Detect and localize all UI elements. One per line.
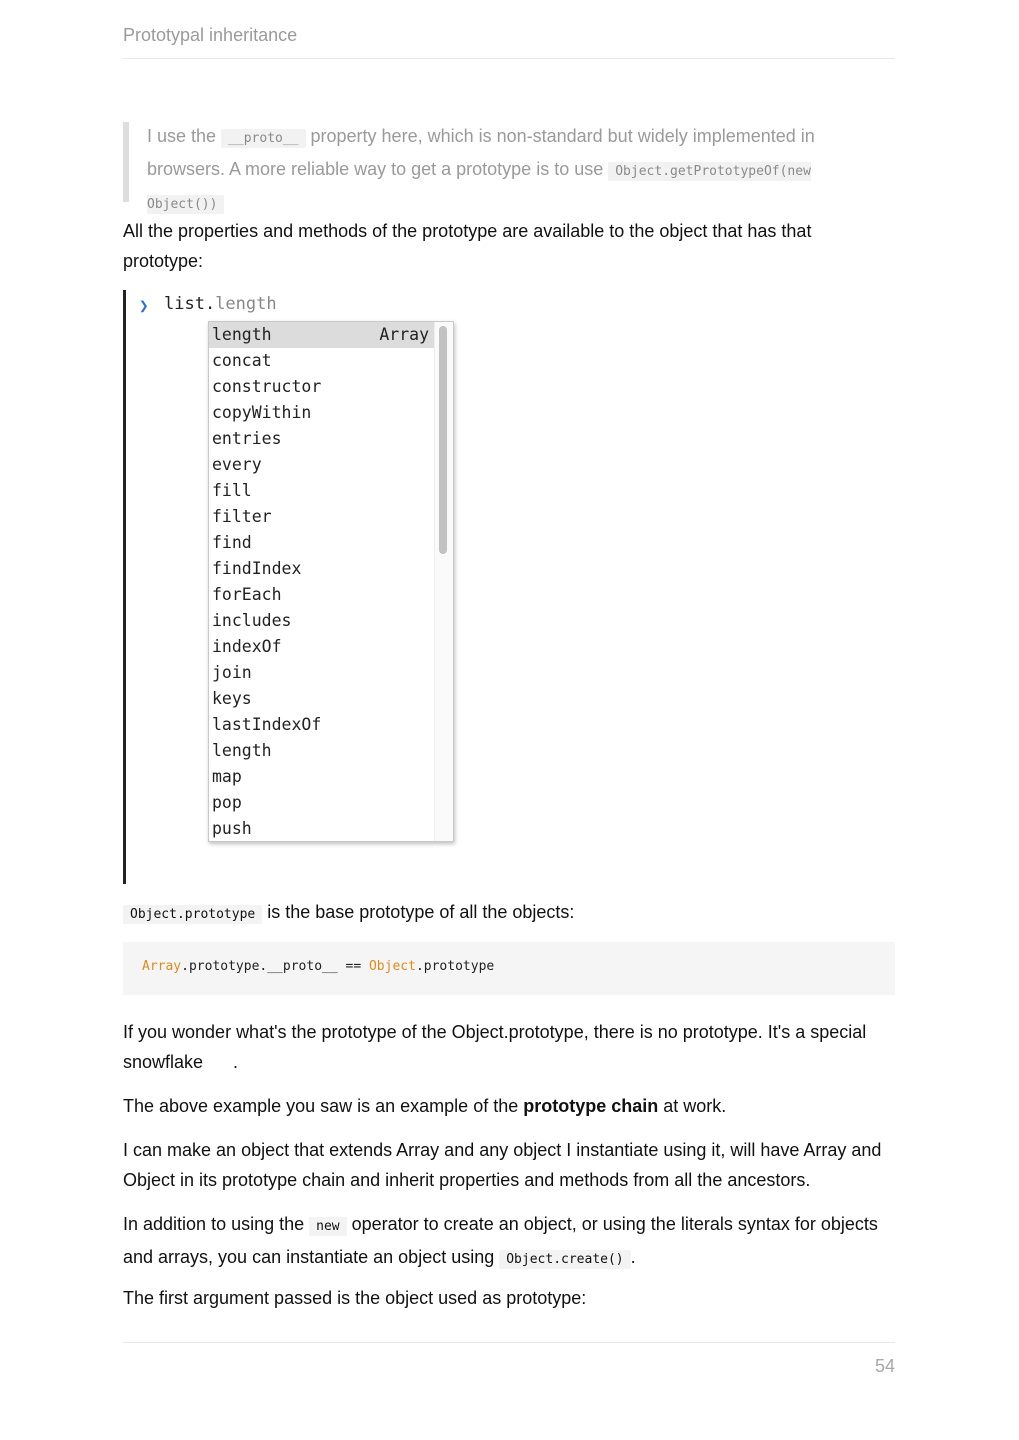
paragraph-text: at work. bbox=[658, 1096, 727, 1116]
autocomplete-item[interactable] bbox=[209, 764, 435, 790]
paragraph-text: The above example you saw is an example of the bbox=[123, 1096, 524, 1116]
autocomplete-item-label: fill bbox=[212, 481, 252, 500]
code-token: .prototype bbox=[415, 959, 495, 974]
autocomplete-item-label: join bbox=[212, 663, 252, 682]
autocomplete-item[interactable] bbox=[209, 712, 435, 738]
note-text-part: I use the bbox=[147, 126, 222, 146]
console-typed-text: list. bbox=[164, 294, 216, 314]
paragraph bbox=[123, 1209, 895, 1275]
console-ghost-text: length bbox=[215, 294, 277, 314]
autocomplete-item-label: indexOf bbox=[212, 637, 282, 656]
paragraph bbox=[123, 1091, 895, 1121]
paragraph-text: . bbox=[630, 1247, 636, 1267]
note-text-part: property here, which is non-standard but widely implemented in browsers. A more reliable way to get a prototype is to use bbox=[147, 126, 815, 179]
autocomplete-item[interactable] bbox=[209, 504, 435, 530]
paragraph-text: operator to create an object, or using the literals syntax for objects and arrays, you can instantiate an object using bbox=[123, 1214, 878, 1267]
autocomplete-item-label: findIndex bbox=[212, 559, 302, 578]
autocomplete-item[interactable] bbox=[209, 660, 435, 686]
page bbox=[123, 0, 895, 1440]
paragraph-text: In addition to using the bbox=[123, 1214, 310, 1234]
autocomplete-item-label: map bbox=[212, 767, 242, 786]
autocomplete-item-label: filter bbox=[212, 507, 272, 526]
code-block bbox=[123, 942, 895, 995]
autocomplete-item-label: pop bbox=[212, 793, 242, 812]
autocomplete-item-label: lastIndexOf bbox=[212, 715, 322, 734]
note-blockquote bbox=[123, 122, 895, 212]
autocomplete-item[interactable] bbox=[209, 530, 435, 556]
inline-code-object-prototype: Object.prototype bbox=[123, 905, 262, 924]
autocomplete-item[interactable] bbox=[209, 608, 435, 634]
paragraph-text: is the base prototype of all the objects: bbox=[262, 902, 575, 922]
running-header: Prototypal inheritance bbox=[123, 24, 895, 59]
paragraph: If you wonder what's the prototype of the Object.prototype, there is no prototype. It's a special snowflake . bbox=[123, 1022, 872, 1072]
autocomplete-item-label: keys bbox=[212, 689, 252, 708]
bold-term: prototype chain bbox=[523, 1096, 659, 1116]
autocomplete-item[interactable] bbox=[209, 816, 435, 842]
autocomplete-item-label: copyWithin bbox=[212, 403, 312, 422]
autocomplete-item-label: every bbox=[212, 455, 262, 474]
prompt-chevron-icon: ❯ bbox=[139, 296, 149, 315]
inline-code-proto: __proto__ bbox=[221, 129, 305, 148]
devtools-console-screenshot bbox=[123, 290, 506, 884]
autocomplete-item[interactable] bbox=[209, 790, 435, 816]
autocomplete-item-label: includes bbox=[212, 611, 292, 630]
autocomplete-item[interactable] bbox=[209, 348, 435, 374]
paragraph: The first argument passed is the object used as prototype: bbox=[123, 1288, 587, 1308]
autocomplete-item[interactable] bbox=[209, 374, 435, 400]
autocomplete-item-label: forEach bbox=[212, 585, 282, 604]
note-text bbox=[147, 121, 847, 220]
autocomplete-item-label: length bbox=[212, 325, 272, 344]
autocomplete-item[interactable] bbox=[209, 738, 435, 764]
code-token-class: Array bbox=[142, 959, 182, 974]
autocomplete-item-label: push bbox=[212, 819, 252, 838]
autocomplete-item[interactable] bbox=[209, 634, 435, 660]
inline-code-getprototypeof: Object.getPrototypeOf(new Object()) bbox=[147, 164, 811, 212]
footer-divider bbox=[123, 1342, 895, 1343]
inline-code-object-create: Object.create() bbox=[499, 1250, 630, 1269]
autocomplete-scrollbar[interactable] bbox=[434, 322, 453, 841]
code-token: .prototype.__proto__ == bbox=[181, 959, 369, 974]
autocomplete-item[interactable] bbox=[209, 556, 435, 582]
inline-code-new: new bbox=[309, 1217, 346, 1236]
code-line bbox=[142, 959, 494, 974]
autocomplete-item[interactable] bbox=[209, 478, 435, 504]
autocomplete-item-type: Array bbox=[379, 325, 429, 344]
autocomplete-item-label: concat bbox=[212, 351, 272, 370]
autocomplete-list[interactable] bbox=[208, 321, 454, 842]
page-number: 54 bbox=[874, 1356, 895, 1376]
paragraph: All the properties and methods of the prototype are available to the object that has that prototype: bbox=[123, 221, 812, 271]
console-input[interactable] bbox=[164, 294, 277, 314]
autocomplete-item[interactable] bbox=[209, 686, 435, 712]
autocomplete-item[interactable] bbox=[209, 400, 435, 426]
autocomplete-item[interactable] bbox=[209, 452, 435, 478]
autocomplete-item-label: entries bbox=[212, 429, 282, 448]
autocomplete-item[interactable] bbox=[209, 426, 435, 452]
autocomplete-item[interactable] bbox=[209, 322, 435, 348]
paragraph: I can make an object that extends Array and any object I instantiate using it, will have Array and Object in its prototype chain and inherit properties and methods from all the ancestors. bbox=[123, 1140, 882, 1190]
code-token-class: Object bbox=[368, 959, 416, 974]
paragraph bbox=[123, 897, 895, 930]
autocomplete-scrollbar-thumb[interactable] bbox=[439, 326, 447, 554]
autocomplete-item[interactable] bbox=[209, 582, 435, 608]
autocomplete-item-label: length bbox=[212, 741, 272, 760]
autocomplete-item-label: constructor bbox=[212, 377, 322, 396]
autocomplete-item-label: find bbox=[212, 533, 252, 552]
